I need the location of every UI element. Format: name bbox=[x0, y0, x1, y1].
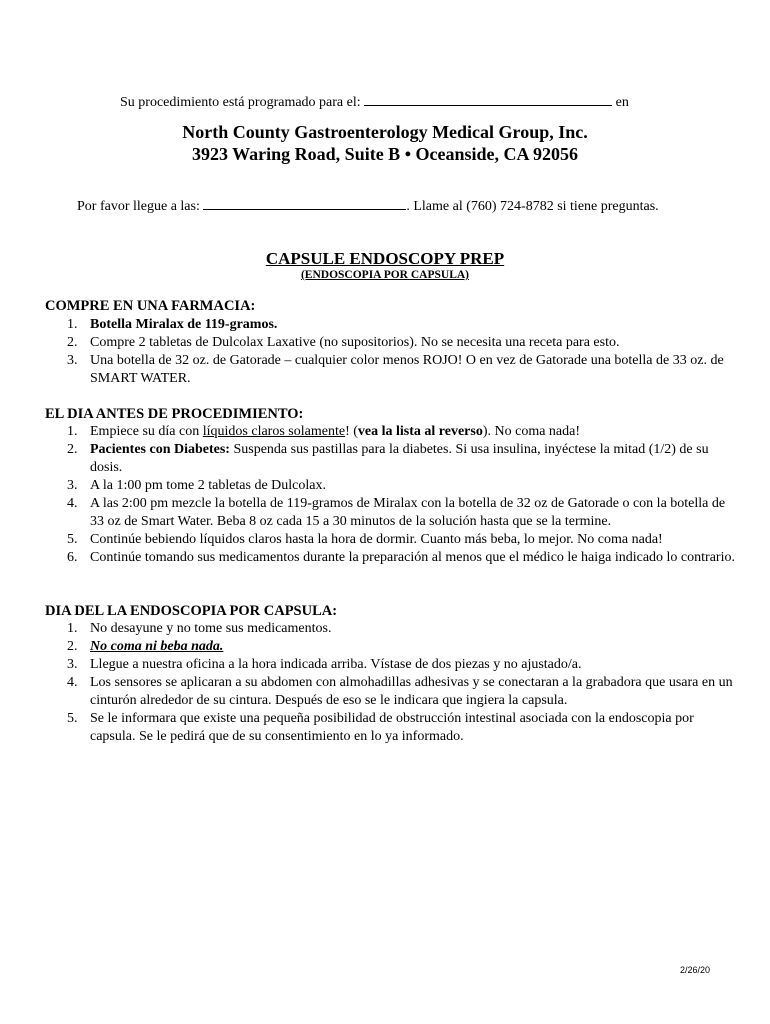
section-day-before-list bbox=[45, 423, 735, 567]
list-item: 5. Se le informara que existe una pequeña posibilidad de obstrucción intestinal asociada con la endoscopia por capsula. Se le pedirá que de su consentimiento en lo ya informado. bbox=[67, 711, 694, 744]
list-item: 6. Continúe tomando sus medicamentos durante la preparación al menos que el médico le haiga indicado lo contrario. bbox=[67, 550, 735, 565]
list-item: 3. Llegue a nuestra oficina a la hora indicada arriba. Vístase de dos piezas y no ajustado/a. bbox=[67, 657, 582, 672]
schedule-suffix: en bbox=[615, 95, 629, 110]
list-item: 1. Empiece su día con líquidos claros solamente! (vea la lista al reverso). No coma nada! bbox=[67, 424, 581, 439]
list-item: 5. Continúe bebiendo líquidos claros hasta la hora de dormir. Cuanto más beba, lo mejor. No coma nada! bbox=[67, 532, 663, 547]
page-title: CAPSULE ENDOSCOPY PREP bbox=[265, 249, 505, 268]
arrive-line bbox=[77, 197, 659, 216]
list-item: 2. Pacientes con Diabetes: Suspenda sus pastillas para la diabetes. Si usa insulina, inyéctese la mitad (1/2) de su dosis. bbox=[67, 442, 709, 475]
list-item: 2. Compre 2 tabletas de Dulcolax Laxative (no supositorios). No se necesita una receta para esto. bbox=[67, 335, 620, 350]
call-text: . Llame al (760) 724-8782 si tiene preguntas. bbox=[406, 199, 659, 214]
section-procedure-day-list bbox=[45, 620, 735, 746]
org-address: 3923 Waring Road, Suite B • Oceanside, CA 92056 bbox=[191, 144, 578, 164]
list-item: 3. Una botella de 32 oz. de Gatorade – cualquier color menos ROJO! O en vez de Gatorade una botella de 33 oz. de SMART WATER. bbox=[67, 353, 724, 386]
list-item: 2. No coma ni beba nada. bbox=[67, 639, 224, 654]
arrive-time-blank[interactable] bbox=[203, 197, 406, 210]
section-pharmacy-list bbox=[45, 316, 735, 388]
section-day-before-heading: EL DIA ANTES DE PROCEDIMIENTO: bbox=[45, 406, 304, 422]
schedule-label: Su procedimiento está programado para el: bbox=[120, 95, 361, 110]
page-subtitle: (ENDOSCOPIA POR CAPSULA) bbox=[300, 269, 470, 281]
arrive-label: Por favor llegue a las: bbox=[77, 199, 200, 214]
list-item: 1. No desayune y no tome sus medicamentos. bbox=[67, 621, 332, 636]
section-pharmacy-heading: COMPRE EN UNA FARMACIA: bbox=[45, 298, 256, 314]
list-item: 3. A la 1:00 pm tome 2 tabletas de Dulcolax. bbox=[67, 478, 327, 493]
footer-date: 2/26/20 bbox=[680, 965, 711, 975]
section-procedure-day-heading: DIA DEL LA ENDOSCOPIA POR CAPSULA: bbox=[45, 603, 338, 619]
list-item: 1. Botella Miralax de 119-gramos. bbox=[67, 317, 278, 332]
schedule-line bbox=[120, 93, 629, 112]
list-item: 4. Los sensores se aplicaran a su abdomen con almohadillas adhesivas y se conectaran a la grabadora que usara en un cinturón alrededor de su cintura. Después de eso se le indicara que ingiera la capsula. bbox=[67, 675, 733, 708]
org-name: North County Gastroenterology Medical Group, Inc. bbox=[182, 122, 588, 142]
schedule-date-blank[interactable] bbox=[364, 93, 612, 106]
list-item: 4. A las 2:00 pm mezcle la botella de 119-gramos de Miralax con la botella de 32 oz de Gatorade o con la botella de 33 oz de Smart Water. Beba 8 oz cada 15 a 30 minutos de la solución hasta que se la termine. bbox=[67, 496, 726, 529]
